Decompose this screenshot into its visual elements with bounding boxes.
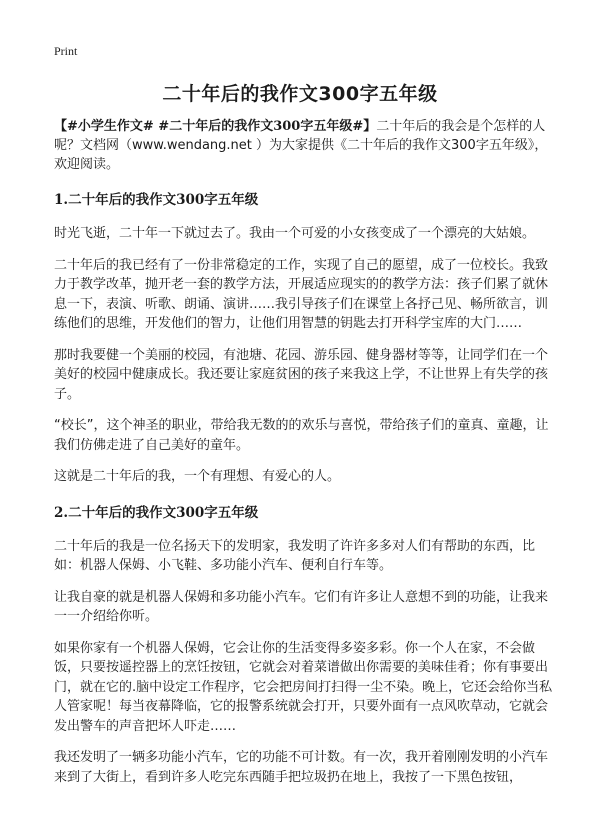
paragraph: 那时我要健一个美丽的校园，有池塘、花园、游乐园、健身器材等等，让同学们在一个美好的校园中健康成长。我还要让家庭贫困的孩子来我这上学，不让世界上有失学的孩子。 (54, 347, 549, 402)
section-heading: 1.二十年后的我作文300字五年级 (54, 192, 259, 208)
paragraph: 让我自豪的就是机器人保姆和多功能小汽车。它们有许多让人意想不到的功能，让我来一一介绍给你听。 (54, 589, 549, 624)
intro-paragraph (54, 117, 554, 174)
paragraph: 二十年后的我是一位名扬天下的发明家，我发明了许许多多对人们有帮助的东西，比如：机器人保姆、小飞鞋、多功能小汽车、便利自行车等。 (54, 538, 536, 573)
paragraph: “校长”，这个神圣的职业，带给我无数的的欢乐与喜悦，带给孩子们的童真、童趣，让我们仿佛走进了自己美好的童年。 (54, 418, 549, 453)
document-title: 二十年后的我作文300字五年级 (162, 83, 438, 105)
article-body (54, 117, 554, 787)
paragraph: 二十年后的我已经有了一份非常稳定的工作，实现了自己的愿望，成了一位校长。我致力于教学改革，抛开老一套的教学方法，开展适应现实的的教学方法：孩子们累了就休息一下，表演、听歌、朗诵、演讲……我引导孩子们在课堂上各抒己见、畅所欲言，训练他们的思维，开发他们的智力，让他们用智慧的钥匙去打开科学宝库的大门…… (54, 257, 549, 331)
print-label: Print (54, 44, 78, 58)
intro-tag: 【#小学生作文# #二十年后的我作文300字五年级#】 (54, 119, 377, 134)
intro-text: 二十年后的我会是个怎样的人呢？文档网（www.wendang.net ）为大家提供《二十年后的我作文300字五年级》，欢迎阅读。 (54, 119, 548, 172)
section-heading: 2.二十年后的我作文300字五年级 (54, 504, 259, 521)
paragraph: 我还发明了一辆多功能小汽车，它的功能不可计数。有一次，我开着刚刚发明的小汽车来到了大街上，看到许多人吃完东西随手把垃圾扔在地上，我按了一下黑色按钮， (54, 750, 549, 785)
paragraph: 这就是二十年后的我，一个有理想、有爱心的人。 (54, 469, 341, 484)
paragraph: 时光飞逝，二十年一下就过去了。我由一个可爱的小女孩变成了一个漂亮的大姑娘。 (54, 226, 536, 241)
paragraph: 如果你家有一个机器人保姆，它会让你的生活变得多姿多彩。你一个人在家，不会做饭，只要按遥控器上的烹饪按钮，它就会对着菜谱做出你需要的美味佳肴；你有事要出门，就在它的.脑中设定工作程序，它会把房间打扫得一尘不染。晚上，它还会给你当私人管家呢！每当夜幕降临，它的报警系统就会打开，只要外面有一点风吹草动，它就会发出警车的声音把坏人吓走…… (54, 640, 553, 734)
